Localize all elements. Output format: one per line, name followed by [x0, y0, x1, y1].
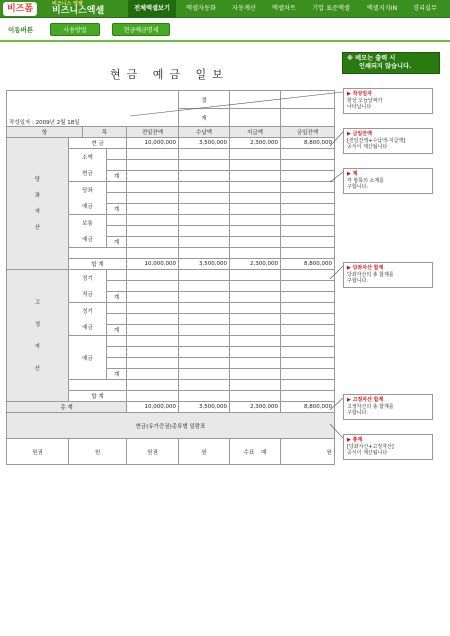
nav-auto-calc[interactable]: 자동계산 — [232, 5, 256, 12]
subtotal-label: 계 — [107, 292, 127, 303]
subtotal-label: 계 — [107, 325, 127, 336]
checking-label: 당좌 예금 — [69, 182, 107, 215]
nav-excel-knowledge[interactable]: 엑셀지식IN — [366, 5, 398, 12]
bill-col: 원 — [69, 439, 127, 465]
cell-total: 3,500,000 — [179, 259, 230, 270]
header-today-balance: 금일잔액 — [281, 127, 335, 138]
grand-total-label: 총 계 — [7, 402, 127, 413]
callout-title: ▶ 총계 — [347, 437, 429, 444]
header-payments: 지급액 — [230, 127, 281, 138]
leader-line — [330, 132, 343, 146]
cell-total: 10,000,000 — [127, 259, 179, 270]
callout-title: ▶ 계 — [347, 171, 429, 178]
cell-total: 8,800,000 — [281, 259, 335, 270]
bill-col: 원권 — [127, 439, 179, 465]
cell-total: 2,300,000 — [230, 259, 281, 270]
deposit-label: 예금 — [69, 336, 107, 380]
callout-body: 항상 오늘날짜가 나타납니다 — [347, 97, 383, 110]
header-item: 항 — [7, 127, 83, 138]
nav-accounting[interactable]: 경리실무 — [413, 5, 437, 12]
small-cash-label: 소액 현금 — [69, 149, 107, 182]
subtotal-label: 계 — [107, 369, 127, 380]
print-note-line1: ※ 메모는 출력 시 — [347, 55, 396, 62]
date-value[interactable]: 2009년 2월 18일 — [35, 120, 80, 126]
leader-line — [130, 92, 343, 116]
bill-col: 원 — [179, 439, 230, 465]
header-prev-balance: 전일잔액 — [127, 127, 179, 138]
cell-value[interactable]: 3,500,000 — [179, 138, 230, 149]
subtotal-label: 계 — [107, 237, 127, 248]
callout-title: ▶ 작성일자 — [347, 91, 429, 98]
nav-excel-automation[interactable]: 엑셀자동화 — [186, 5, 216, 12]
how-to-use-button[interactable]: 사용방법 — [50, 23, 100, 36]
callout-body: 당좌자산의 총 합계를 구합니다. — [347, 271, 394, 284]
ordinary-label: 보통 예금 — [69, 215, 107, 248]
callout-body: 고정자산의 총 합계를 구합니다. — [347, 403, 394, 416]
bill-col: 수표 매 — [230, 439, 281, 465]
document-title: 현금 예금 일보 — [110, 68, 229, 81]
bill-col: 원권 — [7, 439, 69, 465]
bill-col: 원 — [281, 439, 335, 465]
callout-body: 각 항목의 소계를 구합니다. — [347, 177, 384, 190]
cell-grand: 10,000,000 — [127, 402, 179, 413]
leader-line — [330, 424, 343, 438]
approval-label-1: 결 — [179, 91, 230, 109]
current-assets-label: 당 좌 자 산 — [7, 138, 69, 270]
fixed-assets-label: 고 정 자 산 — [7, 270, 69, 402]
cell-grand: 8,800,000 — [281, 402, 335, 413]
header-receipts: 수납액 — [179, 127, 230, 138]
cell-value[interactable]: 2,300,000 — [230, 138, 281, 149]
callout-title: ▶ 고정자산 합계 — [347, 397, 429, 404]
leader-line — [330, 398, 343, 410]
logo-tagline: 비즈니스 엑셀 — [52, 1, 83, 7]
leader-line — [330, 266, 343, 279]
bizform-logo[interactable]: 비즈폼 — [3, 2, 37, 16]
callout-title: ▶ 당좌자산 합계 — [347, 265, 429, 272]
approval-label-2: 재 — [179, 109, 230, 127]
nav-standard-excel[interactable]: 기업 표준엑셀 — [312, 5, 350, 12]
callout-body: [전일잔액+수납액-지급액] 공식이 계산됩니다 — [347, 137, 406, 150]
row-cash-label: 현 금 — [69, 138, 127, 149]
nav-excel-chart[interactable]: 엑셀차트 — [272, 5, 296, 12]
subtotal-label: 계 — [107, 204, 127, 215]
callout-body: [당좌자산+고정자산] 공식이 계산됩니다 — [347, 443, 394, 456]
leader-line — [330, 172, 343, 182]
fixed-total-label: 합 계 — [69, 391, 127, 402]
current-total-label: 합 계 — [69, 259, 127, 270]
header-item: 목 — [83, 127, 127, 138]
callout-title: ▶ 금일잔액 — [347, 131, 429, 138]
term2-label: 정기 예금 — [69, 303, 107, 336]
cell-grand: 3,500,000 — [179, 402, 230, 413]
logo-text: 비즈니스엑셀 — [52, 6, 105, 16]
cell-grand: 2,300,000 — [230, 402, 281, 413]
subtotal-label: 계 — [107, 171, 127, 182]
cash-deposit-button[interactable]: 현금예금명세 — [112, 23, 170, 36]
move-buttons-label: 이동버튼 — [8, 26, 34, 34]
cell-value[interactable]: 8,800,000 — [281, 138, 335, 149]
term1-label: 정기 적금 — [69, 270, 107, 303]
date-label: 작성일자 : — [9, 120, 34, 126]
nav-all-excel[interactable]: 전체엑셀보기 — [128, 0, 176, 18]
bill-title: 현금(유가증권)종류별 일람표 — [7, 413, 335, 439]
print-note-line2: 인쇄되지 않습니다. — [359, 63, 412, 70]
cell-value[interactable]: 10,000,000 — [127, 138, 179, 149]
